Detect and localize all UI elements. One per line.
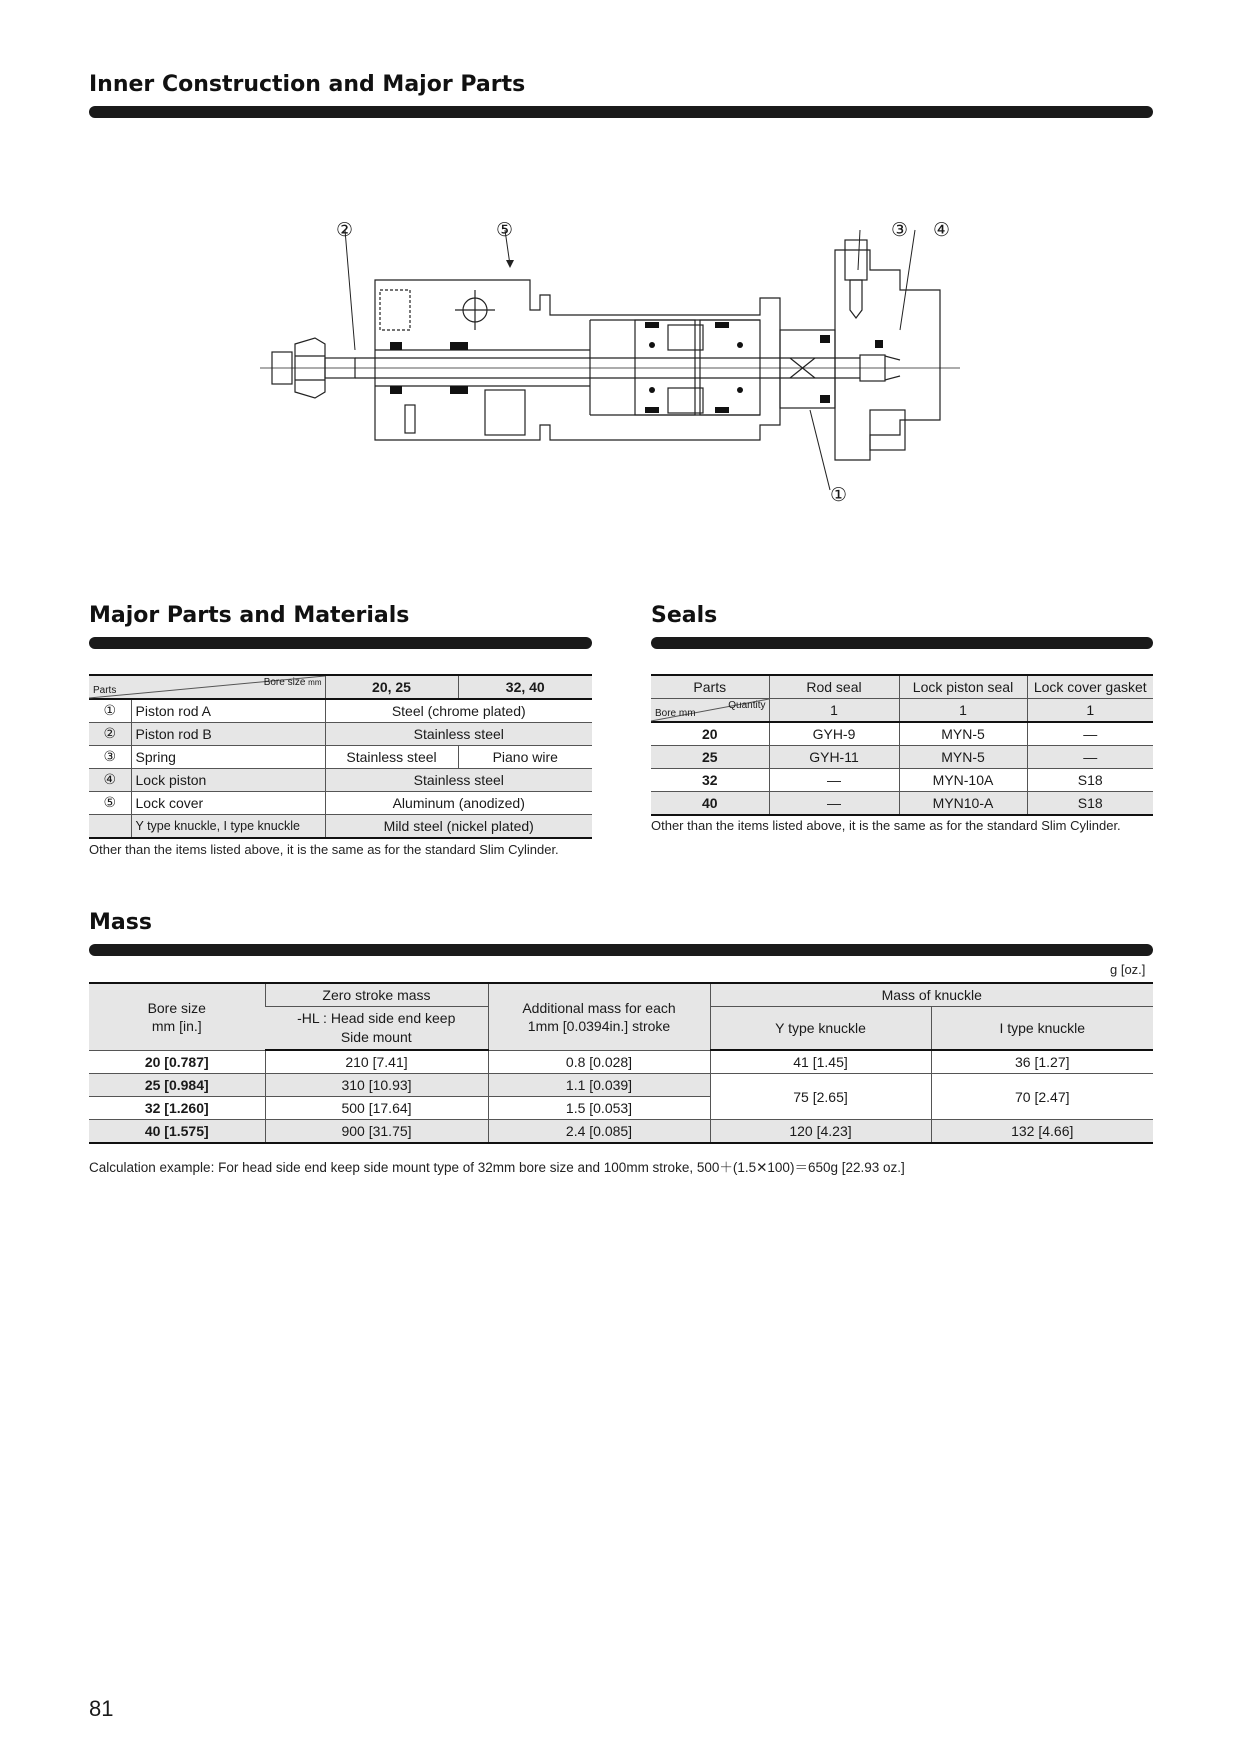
table-row: [89, 792, 592, 815]
zero-stroke-cell: 210 [7.41]: [265, 1050, 488, 1074]
bore-cell: 32 [1.260]: [89, 1097, 265, 1120]
bore-size-header-line1: Bore size: [147, 999, 206, 1016]
part-name: Lock piston: [131, 769, 325, 792]
callout-5: ⑤: [496, 219, 514, 241]
callout-4: ④: [933, 219, 951, 241]
seals-title: Seals: [651, 603, 718, 628]
parts-label: Parts: [93, 685, 117, 696]
zero-stroke-header: Zero stroke mass: [265, 983, 488, 1007]
part-name: Lock cover: [131, 792, 325, 815]
zero-stroke-cell: 500 [17.64]: [265, 1097, 488, 1120]
part-number: ①: [89, 699, 131, 723]
table-row: [651, 722, 1153, 746]
additional-mass-cell: 2.4 [0.085]: [488, 1120, 710, 1144]
additional-mass-line2: 1mm [0.0394in.] stroke: [527, 1017, 671, 1034]
parts-bar: [89, 637, 592, 649]
mass-title: Mass: [89, 910, 152, 935]
hl-header-line1: -HL : Head side end keep: [297, 1010, 456, 1026]
table-row: [89, 769, 592, 792]
additional-mass-cell: 0.8 [0.028]: [488, 1050, 710, 1074]
hl-header: [265, 1007, 488, 1051]
part-name: Piston rod B: [131, 723, 325, 746]
rod-seal-cell: GYH-11: [769, 746, 899, 769]
bore-size-header-line2: mm [in.]: [151, 1017, 202, 1034]
table-row: [651, 769, 1153, 792]
table-row: [651, 746, 1153, 769]
lock-cover-gasket-header: Lock cover gasket: [1027, 675, 1153, 699]
i-knuckle-header: I type knuckle: [931, 1007, 1153, 1051]
y-knuckle-cell: 120 [4.23]: [710, 1120, 931, 1144]
part-number: ③: [89, 746, 131, 769]
additional-mass-cell: 1.1 [0.039]: [488, 1074, 710, 1097]
part-number: ⑤: [89, 792, 131, 815]
table-header-row: [89, 675, 592, 699]
rod-seal-header: Rod seal: [769, 675, 899, 699]
zero-stroke-cell: 900 [31.75]: [265, 1120, 488, 1144]
table-row: [89, 815, 592, 839]
quantity-label: Quantity: [728, 700, 766, 711]
part-material: Steel (chrome plated): [325, 699, 592, 723]
bore-size-header: [89, 983, 265, 1050]
additional-mass-header: [488, 983, 710, 1050]
i-knuckle-cell: 132 [4.66]: [931, 1120, 1153, 1144]
page-number: 81: [89, 1696, 114, 1721]
parts-note: Other than the items listed above, it is the same as for the standard Slim Cylinder.: [89, 842, 559, 857]
bore-cell: 25: [651, 746, 769, 769]
rod-seal-cell: GYH-9: [769, 722, 899, 746]
additional-mass-cell: 1.5 [0.053]: [488, 1097, 710, 1120]
i-knuckle-cell: 70 [2.47]: [931, 1074, 1153, 1120]
callout-3: ③: [891, 219, 909, 241]
part-material: Stainless steel: [325, 769, 592, 792]
lock-piston-seal-header: Lock piston seal: [899, 675, 1027, 699]
table-header-row: [89, 983, 1153, 1007]
part-material: Aluminum (anodized): [325, 792, 592, 815]
bore-cell: 25 [0.984]: [89, 1074, 265, 1097]
mm-label: mm: [308, 678, 322, 687]
additional-mass-line1: Additional mass for each: [522, 999, 676, 1016]
table-row: [89, 1074, 1153, 1097]
inner-construction-title: Inner Construction and Major Parts: [89, 72, 526, 97]
calculation-example: Calculation example: For head side end keep side mount type of 32mm bore size and 100mm stroke, 500＋(1.5✕100)＝650g [22.93 oz.]: [89, 1160, 905, 1175]
rod-seal-cell: —: [769, 792, 899, 816]
parts-diagonal-header: [89, 675, 325, 699]
callout-1: ①: [830, 484, 848, 506]
y-knuckle-header: Y type knuckle: [710, 1007, 931, 1051]
bore-size-label: Bore size: [263, 677, 306, 688]
lock-seal-cell: MYN-5: [899, 722, 1027, 746]
y-knuckle-cell: 41 [1.45]: [710, 1050, 931, 1074]
gasket-cell: S18: [1027, 792, 1153, 816]
mass-unit: g [oz.]: [1110, 962, 1146, 977]
callout-2: ②: [336, 219, 354, 241]
zero-stroke-cell: 310 [10.93]: [265, 1074, 488, 1097]
part-name: Spring: [131, 746, 325, 769]
lock-seal-cell: MYN-10A: [899, 769, 1027, 792]
parts-title: Major Parts and Materials: [89, 603, 410, 628]
bore-cell: 20: [651, 722, 769, 746]
y-knuckle-cell: 75 [2.65]: [710, 1074, 931, 1120]
quantity-row: [651, 699, 1153, 723]
table-row: [89, 1050, 1153, 1074]
part-material: Stainless steel: [325, 723, 592, 746]
quantity-value: 1: [1027, 699, 1153, 723]
bore-cell: 32: [651, 769, 769, 792]
bore-mm-label: Bore mm: [655, 708, 696, 719]
parts-materials-table: [89, 674, 592, 839]
part-material: Mild steel (nickel plated): [325, 815, 592, 839]
table-row: [651, 792, 1153, 816]
part-material: Piano wire: [458, 746, 592, 769]
bore-cell: 40 [1.575]: [89, 1120, 265, 1144]
table-row: [89, 723, 592, 746]
seals-table: [651, 674, 1153, 816]
quantity-value: 1: [899, 699, 1027, 723]
table-row: [89, 1120, 1153, 1144]
gasket-cell: —: [1027, 722, 1153, 746]
col-20-25: 20, 25: [325, 675, 458, 699]
gasket-cell: —: [1027, 746, 1153, 769]
lock-seal-cell: MYN-5: [899, 746, 1027, 769]
table-row: [89, 746, 592, 769]
part-number: ②: [89, 723, 131, 746]
rod-seal-cell: —: [769, 769, 899, 792]
part-material: Stainless steel: [325, 746, 458, 769]
seals-parts-header: Parts: [651, 675, 769, 699]
mass-table: [89, 982, 1153, 1144]
part-number: ④: [89, 769, 131, 792]
quantity-diagonal-header: [651, 699, 769, 723]
mass-bar: [89, 944, 1153, 956]
knuckle-mass-header: Mass of knuckle: [710, 983, 1153, 1007]
seals-bar: [651, 637, 1153, 649]
bore-cell: 20 [0.787]: [89, 1050, 265, 1074]
i-knuckle-cell: 36 [1.27]: [931, 1050, 1153, 1074]
gasket-cell: S18: [1027, 769, 1153, 792]
col-32-40: 32, 40: [458, 675, 592, 699]
inner-construction-bar: [89, 106, 1153, 118]
part-name: Piston rod A: [131, 699, 325, 723]
bore-cell: 40: [651, 792, 769, 816]
hl-header-line2: Side mount: [340, 1029, 412, 1045]
part-number: [89, 815, 131, 839]
quantity-value: 1: [769, 699, 899, 723]
lock-seal-cell: MYN10-A: [899, 792, 1027, 816]
seals-note: Other than the items listed above, it is the same as for the standard Slim Cylinder.: [651, 818, 1121, 833]
table-header-row: [651, 675, 1153, 699]
table-row: [89, 699, 592, 723]
cylinder-cross-section-diagram: [260, 210, 980, 520]
part-name: Y type knuckle, I type knuckle: [131, 815, 325, 839]
